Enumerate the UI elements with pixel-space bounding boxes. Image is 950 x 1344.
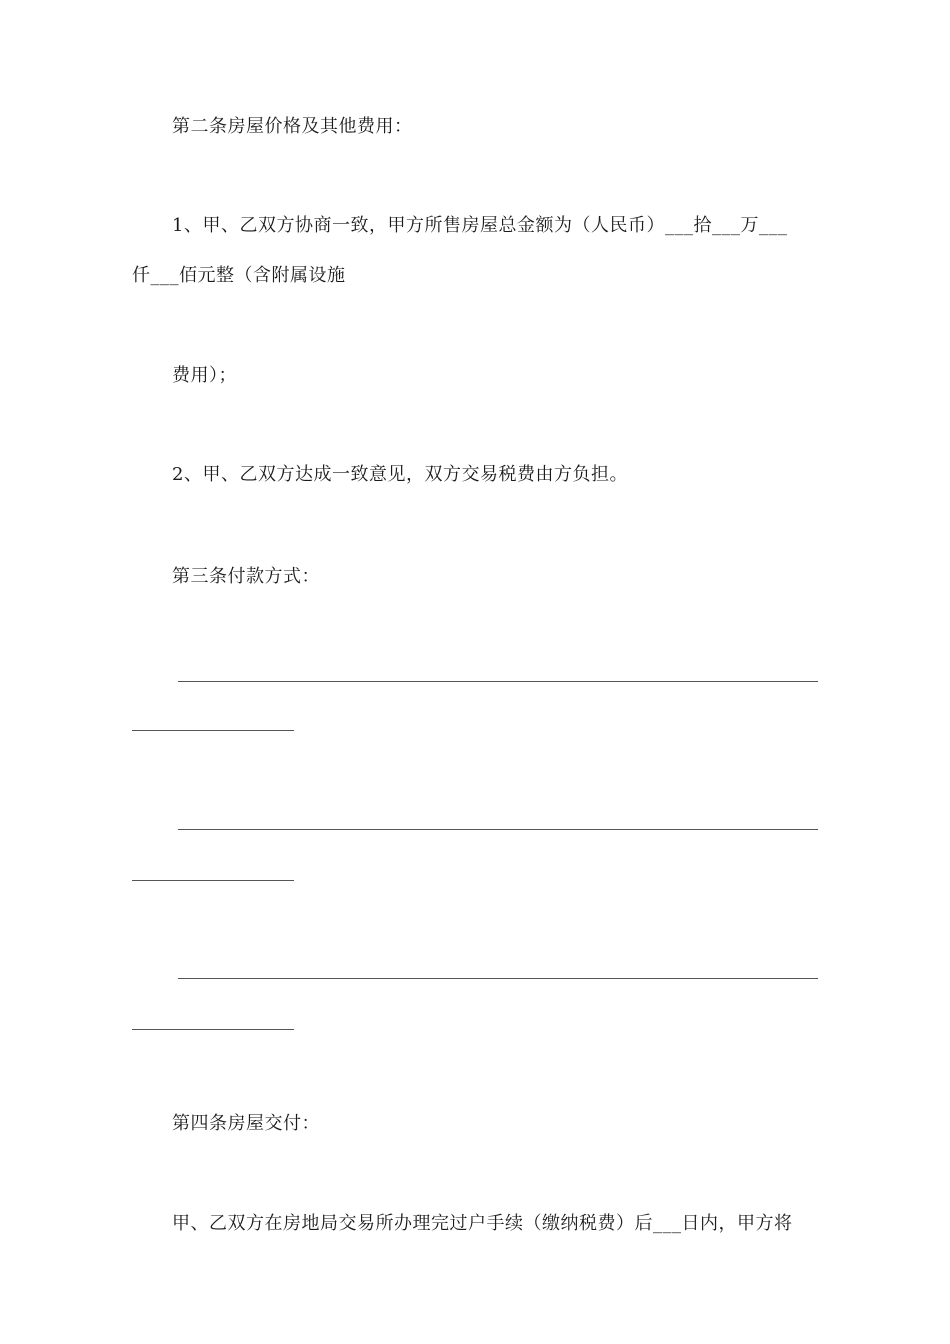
blank-line-3a <box>178 978 818 979</box>
item-1-line-2: 仟___佰元整（含附属设施 <box>132 265 346 286</box>
blank-line-2b <box>132 880 294 881</box>
article-3-heading: 第三条付款方式： <box>172 566 320 587</box>
blank-line-2a <box>178 829 818 830</box>
item-1-line-1: 1、甲、乙双方协商一致，甲方所售房屋总金额为（人民币）___拾___万___ <box>172 215 788 236</box>
blank-line-1a <box>178 681 818 682</box>
blank-line-3b <box>132 1029 294 1030</box>
blank-line-1b <box>132 730 294 731</box>
article-4-paragraph: 甲、乙双方在房地局交易所办理完过户手续（缴纳税费）后___日内，甲方将 <box>172 1213 793 1234</box>
item-2: 2、甲、乙双方达成一致意见，双方交易税费由方负担。 <box>172 464 628 485</box>
article-4-heading: 第四条房屋交付： <box>172 1113 320 1134</box>
item-1-line-3: 费用）； <box>172 365 237 386</box>
article-2-heading: 第二条房屋价格及其他费用： <box>172 116 413 137</box>
